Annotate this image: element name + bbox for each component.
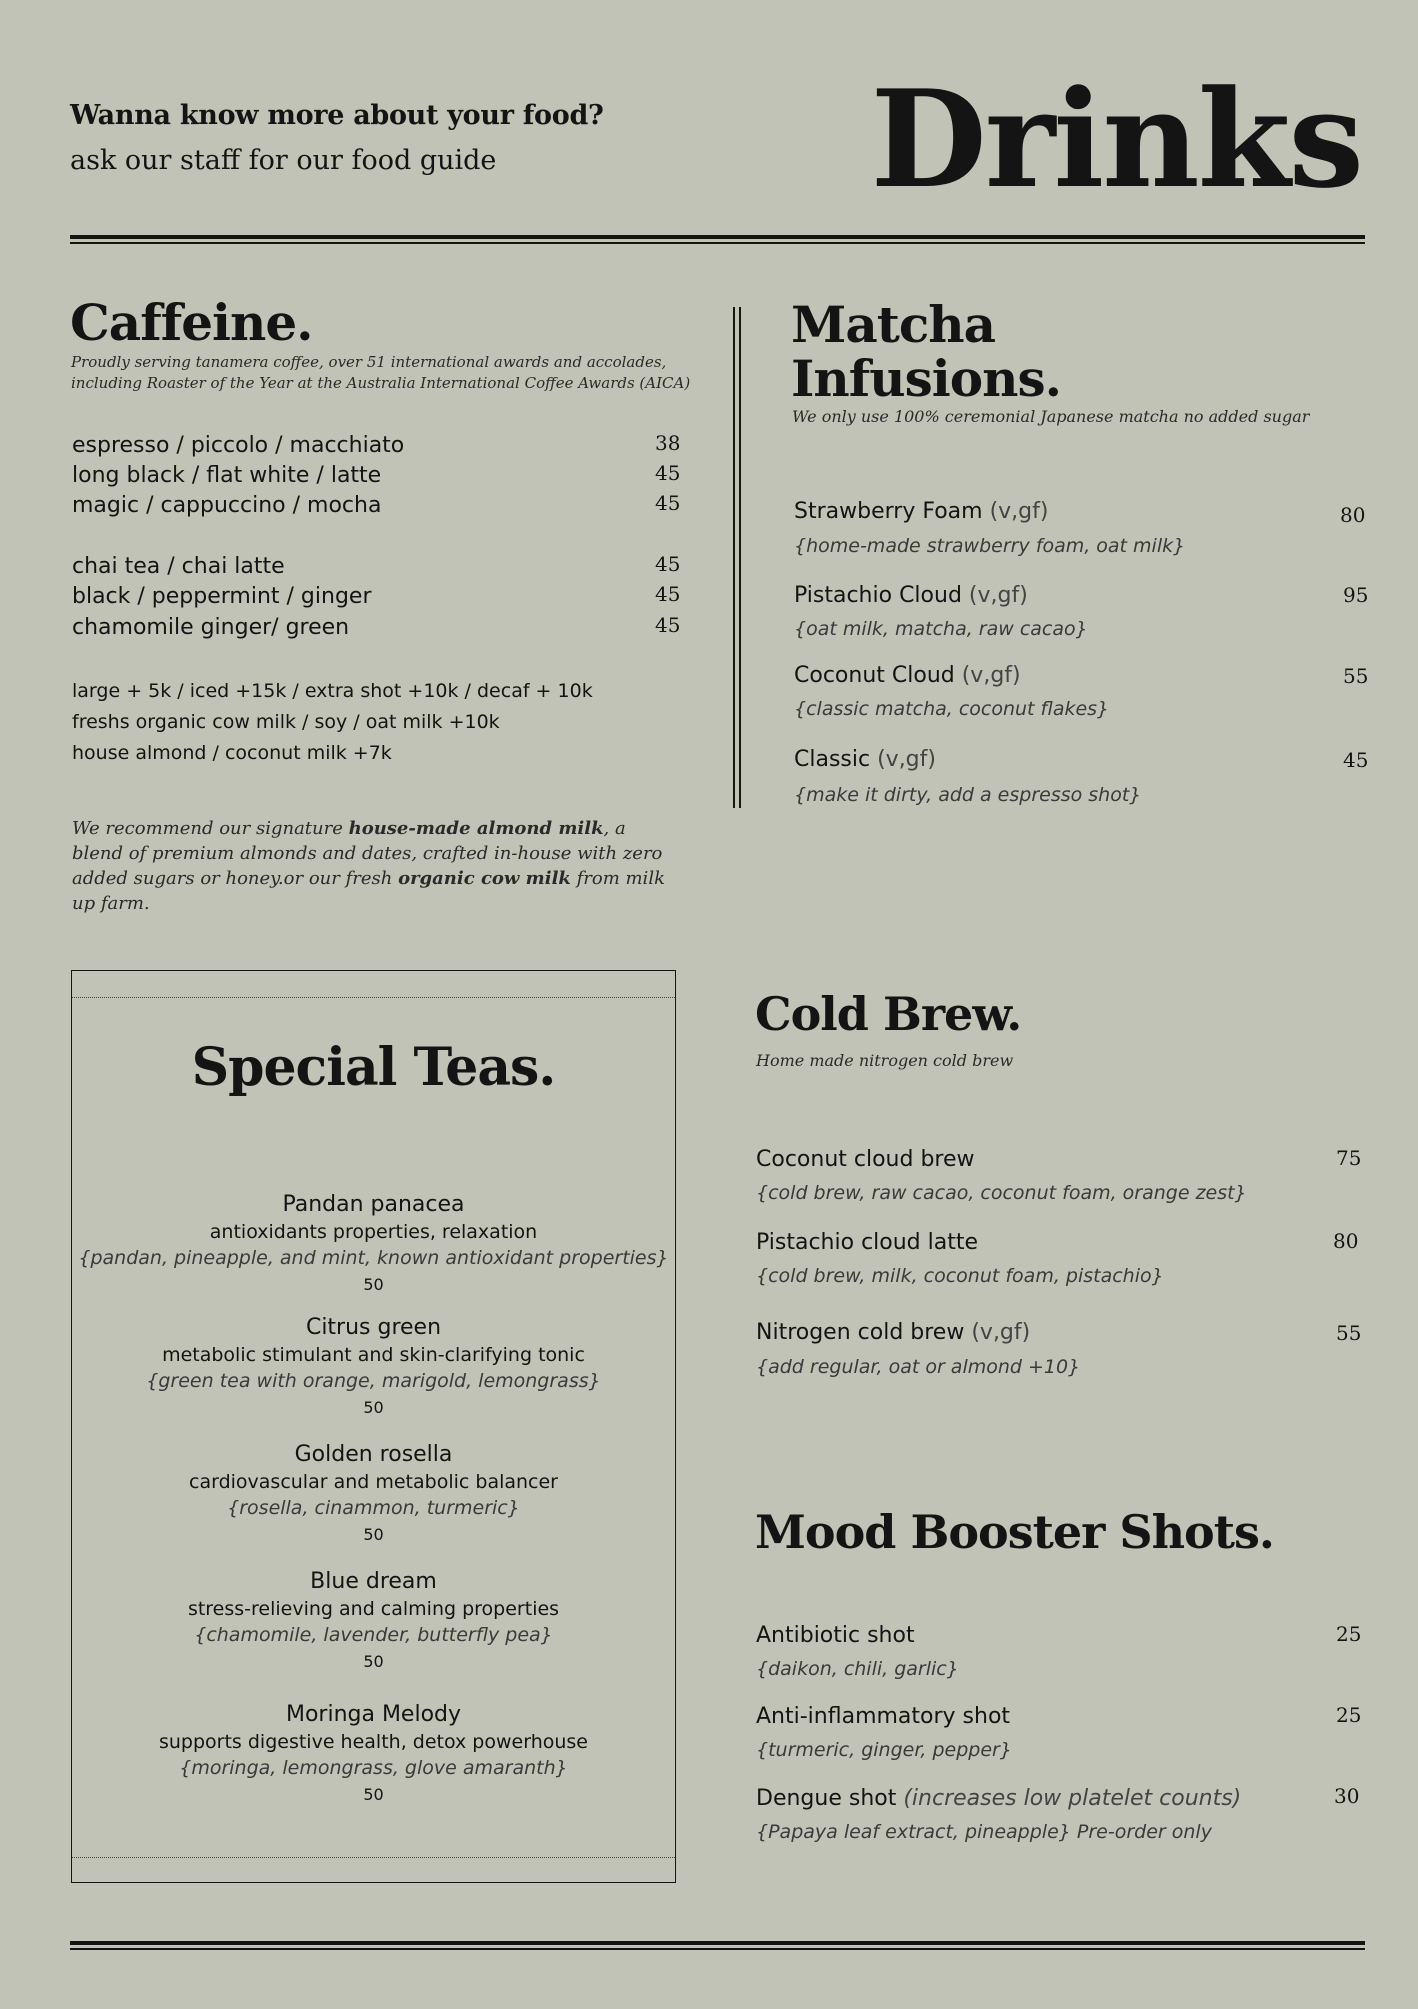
coldbrew-title: Cold Brew. bbox=[755, 987, 1022, 1041]
matcha-title bbox=[791, 295, 1062, 408]
coldbrew-item-name: Pistachio cloud latte bbox=[756, 1230, 979, 1255]
special-teas-title: Special Teas. bbox=[191, 1037, 556, 1098]
tea-price: 50 bbox=[363, 1652, 384, 1671]
tea-price: 50 bbox=[363, 1785, 384, 1804]
matcha-item-price: 80 bbox=[1340, 503, 1366, 527]
mood-item bbox=[756, 1702, 1010, 1732]
caffeine-note-line2: including Roaster of the Year at the Australia International Coffee Awards (AICA) bbox=[71, 374, 691, 392]
tea-name: Golden rosella bbox=[294, 1442, 453, 1467]
matcha-item-tag: (v,gf) bbox=[870, 747, 936, 772]
caffeine-section bbox=[70, 293, 313, 352]
recommend-text: , a blend of premium almonds and dates, crafted in-house with zero added sugars or honey.or our fresh bbox=[72, 818, 663, 889]
mood-item-name: Dengue shot bbox=[756, 1786, 897, 1811]
header-rule-bottom bbox=[70, 242, 1365, 244]
mood-item-desc: {turmeric, ginger, pepper} bbox=[756, 1739, 1012, 1761]
tea-benefit: antioxidants properties, relaxation bbox=[209, 1221, 538, 1243]
tea-item bbox=[71, 1314, 676, 1422]
matcha-item-price: 55 bbox=[1343, 664, 1369, 688]
coldbrew-item bbox=[756, 1145, 975, 1175]
tea-ingredients: {pandan, pineapple, and mint, known antioxidant properties} bbox=[78, 1247, 669, 1269]
matcha-item-tag: (v,gf) bbox=[961, 583, 1028, 608]
tea-benefit: supports digestive health, detox powerhouse bbox=[158, 1731, 588, 1753]
tea-name: Pandan panacea bbox=[282, 1192, 465, 1217]
matcha-title-line1: Matcha bbox=[791, 295, 996, 354]
coldbrew-item-desc: {cold brew, raw cacao, coconut foam, orange zest} bbox=[756, 1182, 1247, 1204]
tea-price: 50 bbox=[363, 1525, 384, 1544]
caffeine-item-price: 45 bbox=[655, 582, 681, 606]
caffeine-note bbox=[71, 352, 690, 394]
mood-item-desc: {Papaya leaf extract, pineapple} Pre-order only bbox=[756, 1821, 1212, 1843]
matcha-item-name: Coconut Cloud bbox=[794, 663, 955, 688]
matcha-item-price: 45 bbox=[1343, 748, 1369, 772]
special-teas-dotted-bottom bbox=[72, 1857, 675, 1858]
special-teas-header bbox=[71, 1037, 676, 1098]
matcha-title-line2: Infusions. bbox=[791, 349, 1062, 408]
tea-name: Moringa Melody bbox=[285, 1702, 462, 1727]
column-divider-left bbox=[733, 307, 735, 808]
mood-item-price: 30 bbox=[1334, 1784, 1360, 1808]
column-divider-right bbox=[739, 307, 741, 808]
matcha-item bbox=[794, 497, 1048, 527]
tea-item bbox=[71, 1441, 676, 1549]
tea-item bbox=[71, 1191, 676, 1299]
matcha-item-tag: (v,gf) bbox=[954, 663, 1021, 688]
caffeine-extra: freshs organic cow milk / soy / oat milk +10k bbox=[72, 711, 500, 733]
tea-benefit: cardiovascular and metabolic balancer bbox=[189, 1471, 558, 1493]
coldbrew-item-tag: (v,gf) bbox=[964, 1320, 1031, 1345]
matcha-item-name: Strawberry Foam bbox=[794, 499, 983, 524]
mood-item-tag: (increases low platelet counts) bbox=[896, 1786, 1242, 1811]
mood-item bbox=[756, 1621, 915, 1651]
coldbrew-note: Home made nitrogen cold brew bbox=[756, 1051, 1014, 1070]
tea-ingredients: {moringa, lemongrass, glove amaranth} bbox=[179, 1757, 568, 1779]
matcha-note: We only use 100% ceremonial Japanese matcha no added sugar bbox=[792, 407, 1310, 426]
tea-benefit: stress-relieving and calming properties bbox=[187, 1598, 560, 1620]
matcha-item-desc: {make it dirty, add a espresso shot} bbox=[794, 784, 1142, 806]
coldbrew-item-price: 80 bbox=[1333, 1229, 1359, 1253]
footer-rule-top bbox=[70, 1941, 1365, 1945]
matcha-item-desc: {oat milk, matcha, raw cacao} bbox=[794, 618, 1088, 640]
matcha-item bbox=[794, 745, 936, 775]
caffeine-title: Caffeine. bbox=[70, 293, 313, 352]
coldbrew-item bbox=[756, 1318, 1030, 1348]
caffeine-item-price: 45 bbox=[655, 461, 681, 485]
mood-item-name: Anti-inflammatory shot bbox=[756, 1704, 1011, 1729]
coldbrew-item bbox=[756, 1228, 978, 1258]
special-teas-dotted-top bbox=[72, 997, 675, 998]
mood-item-name: Antibiotic shot bbox=[756, 1623, 915, 1648]
matcha-item-desc: {classic matcha, coconut flakes} bbox=[794, 698, 1110, 720]
milk-recommendation bbox=[72, 816, 672, 916]
mood-title: Mood Booster Shots. bbox=[755, 1505, 1274, 1559]
caffeine-item-name: black / peppermint / ginger bbox=[72, 584, 372, 609]
matcha-item bbox=[794, 581, 1028, 611]
caffeine-item-price: 38 bbox=[655, 431, 681, 455]
mood-item-price: 25 bbox=[1336, 1703, 1362, 1727]
tea-ingredients: {green tea with orange, marigold, lemongrass} bbox=[146, 1370, 601, 1392]
recommend-text: We recommend our signature bbox=[72, 818, 349, 839]
tea-item bbox=[71, 1568, 676, 1676]
mood-header bbox=[755, 1505, 1274, 1559]
matcha-item bbox=[794, 661, 1021, 691]
header-rule-top bbox=[70, 235, 1365, 239]
tea-name: Blue dream bbox=[310, 1569, 437, 1594]
tea-price: 50 bbox=[363, 1275, 384, 1294]
tea-item bbox=[71, 1701, 676, 1809]
caffeine-extra: house almond / coconut milk +7k bbox=[72, 742, 392, 764]
page-title: Drinks bbox=[870, 60, 1362, 218]
coldbrew-item-desc: {add regular, oat or almond +10} bbox=[756, 1356, 1081, 1378]
caffeine-item-price: 45 bbox=[655, 552, 681, 576]
coldbrew-header bbox=[755, 987, 1022, 1041]
mood-item-price: 25 bbox=[1336, 1622, 1362, 1646]
caffeine-item-name: long black / flat white / latte bbox=[72, 463, 382, 488]
coldbrew-item-name: Nitrogen cold brew bbox=[756, 1320, 965, 1345]
coldbrew-item-price: 75 bbox=[1336, 1146, 1362, 1170]
mood-item bbox=[756, 1784, 1241, 1814]
matcha-item-name: Classic bbox=[794, 747, 871, 772]
tea-price: 50 bbox=[363, 1398, 384, 1417]
caffeine-item-price: 45 bbox=[655, 613, 681, 637]
matcha-item-desc: {home-made strawberry foam, oat milk} bbox=[794, 535, 1186, 557]
coldbrew-item-desc: {cold brew, milk, coconut foam, pistachio} bbox=[756, 1265, 1164, 1287]
header-question: Wanna know more about your food? bbox=[70, 100, 604, 131]
caffeine-note-line1: Proudly serving tanamera coffee, over 51 international awards and accolades, bbox=[71, 353, 667, 371]
coldbrew-item-price: 55 bbox=[1336, 1321, 1362, 1345]
recommend-text: from milk up farm. bbox=[72, 868, 665, 914]
coldbrew-item-name: Coconut cloud brew bbox=[756, 1147, 975, 1172]
header-subtitle: ask our staff for our food guide bbox=[70, 145, 497, 176]
caffeine-item-name: magic / cappuccino / mocha bbox=[72, 493, 382, 518]
caffeine-extra: large + 5k / iced +15k / extra shot +10k / decaf + 10k bbox=[72, 680, 593, 702]
tea-ingredients: {chamomile, lavender, butterfly pea} bbox=[194, 1624, 553, 1646]
caffeine-item-name: espresso / piccolo / macchiato bbox=[72, 433, 405, 458]
matcha-item-name: Pistachio Cloud bbox=[794, 583, 962, 608]
matcha-item-tag: (v,gf) bbox=[982, 499, 1049, 524]
caffeine-item-name: chamomile ginger/ green bbox=[72, 615, 350, 640]
mood-item-desc: {daikon, chili, garlic} bbox=[756, 1658, 959, 1680]
matcha-item-price: 95 bbox=[1343, 583, 1369, 607]
tea-ingredients: {rosella, cinammon, turmeric} bbox=[227, 1497, 520, 1519]
footer-rule-bottom bbox=[70, 1948, 1365, 1950]
recommend-bold-almond: house-made almond milk bbox=[348, 818, 604, 839]
caffeine-item-price: 45 bbox=[655, 491, 681, 515]
tea-name: Citrus green bbox=[305, 1315, 442, 1340]
caffeine-item-name: chai tea / chai latte bbox=[72, 554, 285, 579]
tea-benefit: metabolic stimulant and skin-clarifying tonic bbox=[162, 1344, 585, 1366]
recommend-bold-cow: organic cow milk bbox=[398, 868, 571, 889]
